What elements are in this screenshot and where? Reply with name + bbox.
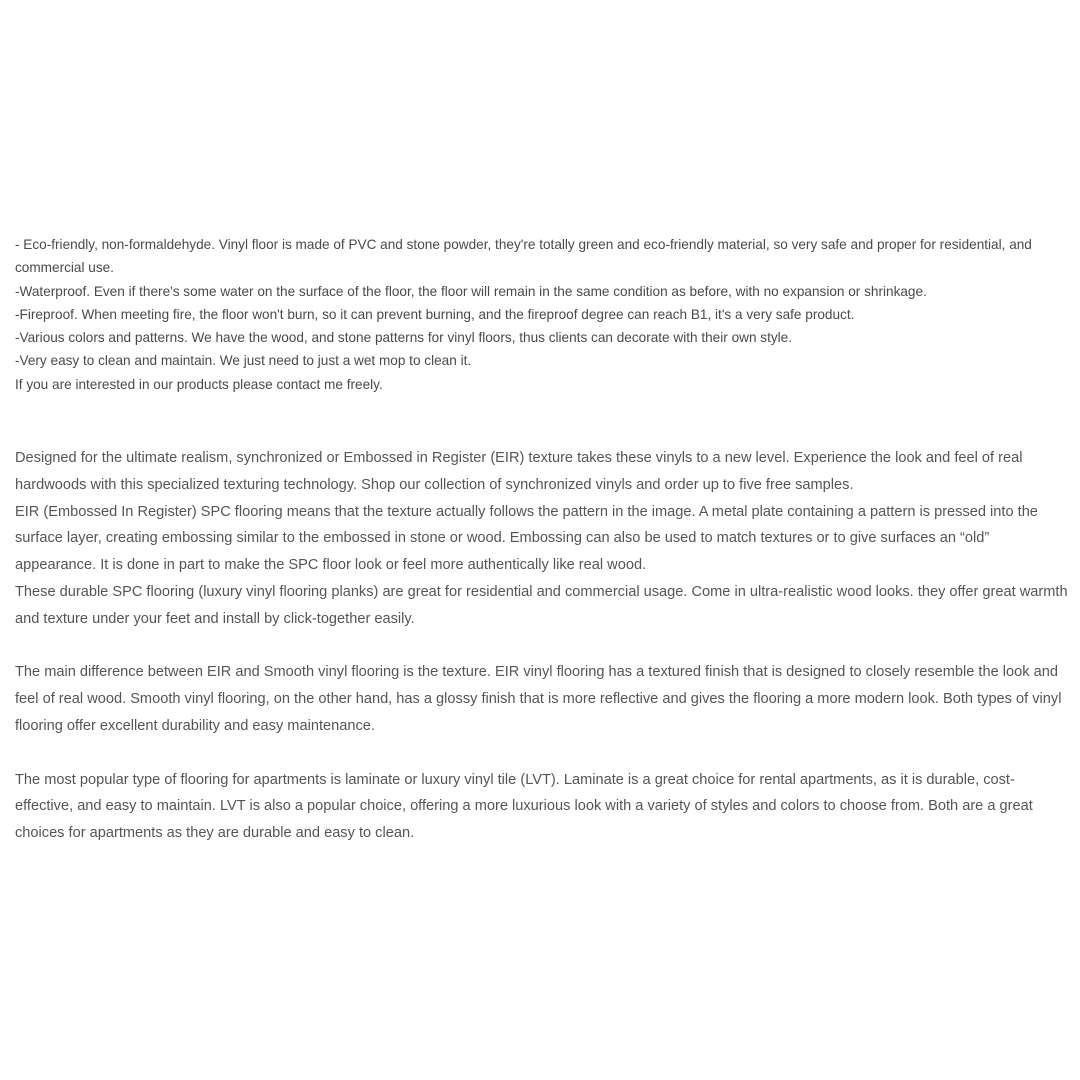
apartments-paragraph: The most popular type of flooring for apartments is laminate or luxury vinyl tile (LVT). Laminate is a great choice for rental apartments, as it is durable, cost-effective, and easy to maintain. LVT is also a popular choice, offering a more luxurious look with a variety of styles and colors to choose from. Both are a great choices for apartments as they are durable and easy to clean. (15, 771, 1033, 842)
feature-eco-friendly: - Eco-friendly, non-formaldehyde. Vinyl floor is made of PVC and stone powder, they're totally green and eco-friendly material, so very safe and proper for residential, and commercial use. (15, 237, 1032, 276)
difference-paragraph: The main difference between EIR and Smooth vinyl flooring is the texture. EIR vinyl flooring has a textured finish that is designed to closely resemble the look and feel of real wood. Smooth vinyl flooring, on the other hand, has a glossy finish that is more reflective and gives the flooring a more modern look. Both types of vinyl flooring offer excellent durability and easy maintenance. (15, 664, 1062, 735)
eir-definition-paragraph: EIR (Embossed In Register) SPC flooring means that the texture actually follows the pattern in the image. A metal plate containing a pattern is pressed into the surface layer, creating embossing similar to the embossed in stone or wood. Embossing can also be used to match textures or to give surfaces an “old” appearance. It is done in part to make the SPC floor look or feel more authentically like real wood. (15, 503, 1038, 574)
feature-colors-patterns: -Various colors and patterns. We have the wood, and stone patterns for vinyl floors, thus clients can decorate with their own style. (15, 330, 793, 346)
eir-intro-paragraph: Designed for the ultimate realism, synchronized or Embossed in Register (EIR) texture takes these vinyls to a new level. Experience the look and feel of real hardwoods with this specialized texturing technology. Shop our collection of synchronized vinyls and order up to five free samples. (15, 450, 1023, 493)
feature-easy-clean: -Very easy to clean and maintain. We just need to just a wet mop to clean it. (15, 353, 472, 369)
feature-fireproof: -Fireproof. When meeting fire, the floor won't burn, so it can prevent burning, and the fireproof degree can reach B1, it's a very safe product. (15, 306, 855, 322)
contact-note: If you are interested in our products please contact me freely. (15, 376, 383, 392)
feature-list (15, 233, 1071, 396)
feature-waterproof: -Waterproof. Even if there's some water on the surface of the floor, the floor will remain in the same condition as before, with no expansion or shrinkage. (15, 283, 927, 299)
article-body (15, 445, 1071, 847)
durability-paragraph: These durable SPC flooring (luxury vinyl flooring planks) are great for residential and commercial usage. Come in ultra-realistic wood looks. they offer great warmth and texture under your feet and install by click-together easily. (15, 584, 1068, 627)
product-description (15, 233, 1071, 847)
